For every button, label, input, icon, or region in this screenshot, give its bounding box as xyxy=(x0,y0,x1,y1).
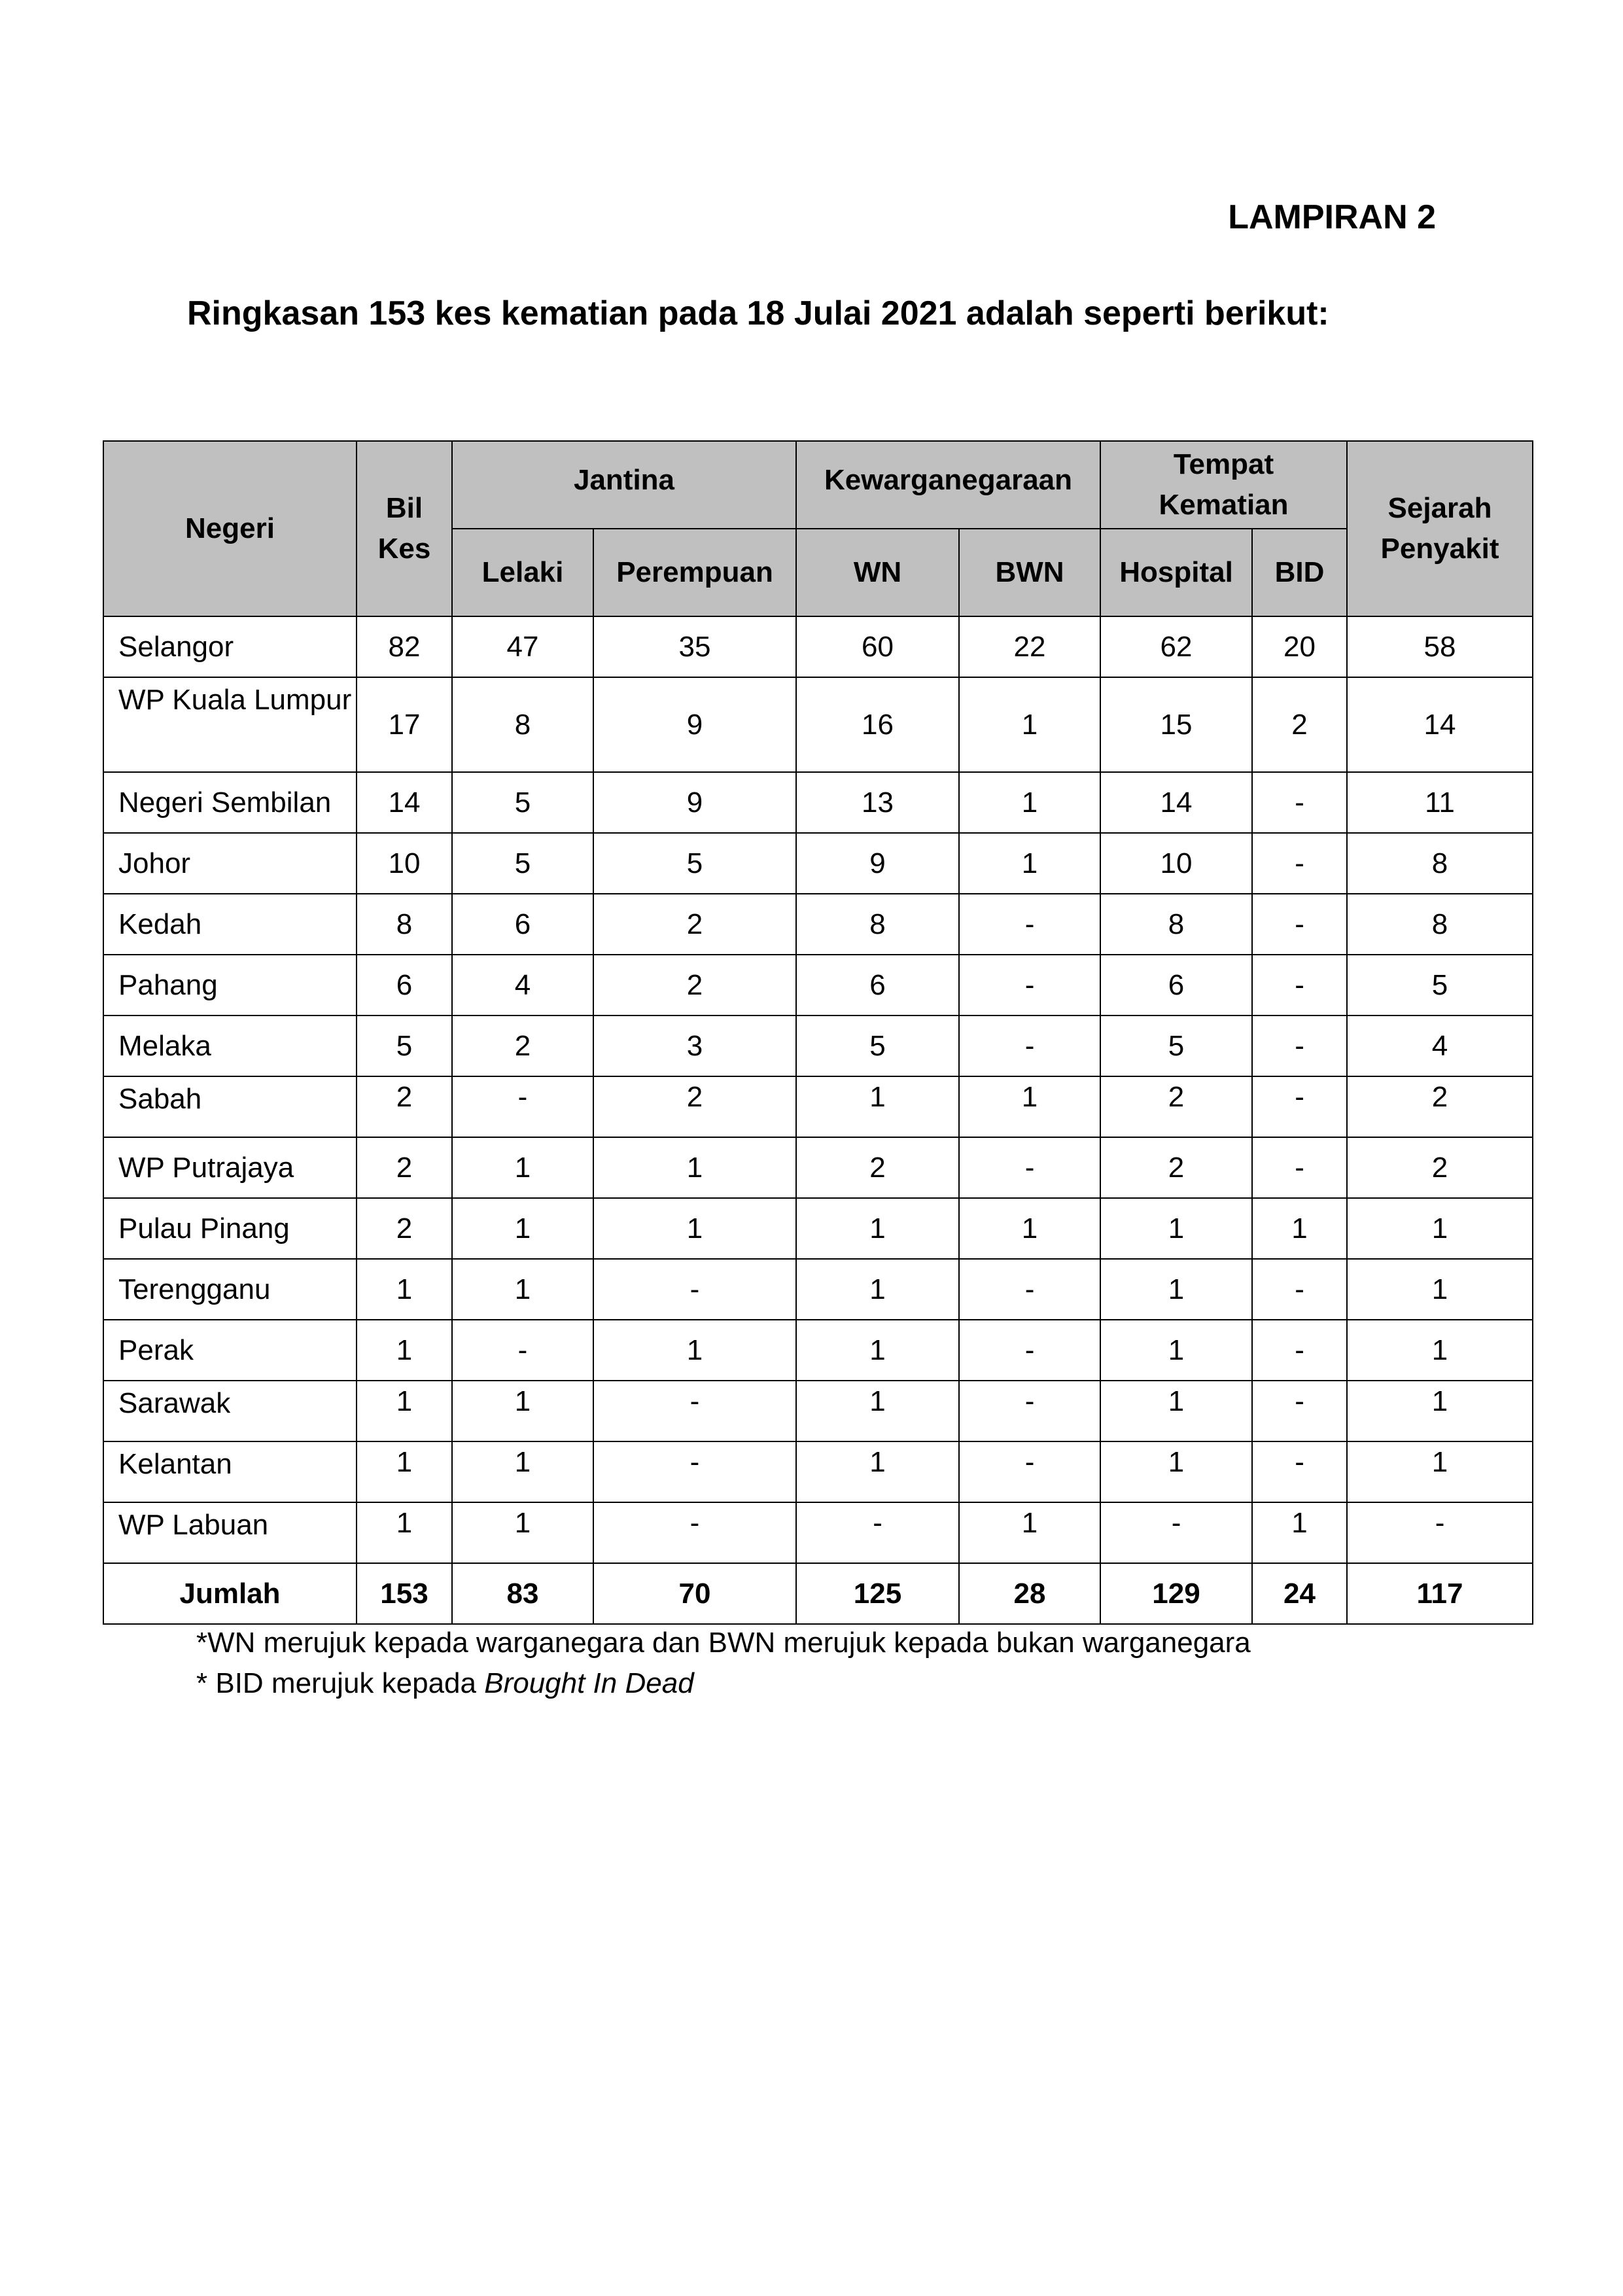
row-lelaki: 1 xyxy=(452,1381,593,1441)
row-wn: 1 xyxy=(796,1381,959,1441)
row-negeri: WP Putrajaya xyxy=(103,1137,357,1198)
row-lelaki: 1 xyxy=(452,1441,593,1502)
footnote-wn: *WN merujuk kepada warganegara dan BWN merujuk kepada bukan warganegara xyxy=(196,1627,1251,1659)
row-hospital: 1 xyxy=(1100,1320,1252,1381)
row-bwn: - xyxy=(959,894,1100,955)
row-bwn: 1 xyxy=(959,1502,1100,1563)
row-bil-kes: 17 xyxy=(357,677,452,772)
row-sejarah-penyakit: 8 xyxy=(1347,894,1533,955)
row-bid: - xyxy=(1252,955,1347,1016)
row-bwn: - xyxy=(959,1016,1100,1076)
row-sejarah-penyakit: 1 xyxy=(1347,1320,1533,1381)
row-bil-kes: 14 xyxy=(357,772,452,833)
row-negeri: Kedah xyxy=(103,894,357,955)
row-hospital: 1 xyxy=(1100,1198,1252,1259)
row-hospital: 5 xyxy=(1100,1016,1252,1076)
row-lelaki: 5 xyxy=(452,833,593,894)
row-sejarah-penyakit: - xyxy=(1347,1502,1533,1563)
annex-label: LAMPIRAN 2 xyxy=(1228,198,1436,236)
row-lelaki: 4 xyxy=(452,955,593,1016)
row-bwn: 1 xyxy=(959,677,1100,772)
table-row xyxy=(103,1198,1533,1259)
table-row xyxy=(103,1381,1533,1441)
row-bwn: 1 xyxy=(959,833,1100,894)
row-bid: - xyxy=(1252,1076,1347,1137)
header-lelaki: Lelaki xyxy=(452,529,593,616)
table-row xyxy=(103,1502,1533,1563)
total-label: Jumlah xyxy=(103,1563,357,1624)
row-bid: 20 xyxy=(1252,616,1347,677)
row-bil-kes: 1 xyxy=(357,1441,452,1502)
row-bwn: 1 xyxy=(959,1198,1100,1259)
header-wn: WN xyxy=(796,529,959,616)
table-row xyxy=(103,1076,1533,1137)
footnotes xyxy=(196,1623,1251,1704)
row-perempuan: - xyxy=(593,1502,796,1563)
row-negeri: Terengganu xyxy=(103,1259,357,1320)
header-tempat-kematian: Tempat Kematian xyxy=(1100,441,1347,529)
table-row xyxy=(103,1016,1533,1076)
row-lelaki: - xyxy=(452,1076,593,1137)
row-wn: - xyxy=(796,1502,959,1563)
row-bil-kes: 2 xyxy=(357,1198,452,1259)
row-bil-kes: 82 xyxy=(357,616,452,677)
row-wn: 60 xyxy=(796,616,959,677)
row-lelaki: 2 xyxy=(452,1016,593,1076)
row-perempuan: - xyxy=(593,1441,796,1502)
row-sejarah-penyakit: 8 xyxy=(1347,833,1533,894)
header-bid: BID xyxy=(1252,529,1347,616)
row-lelaki: - xyxy=(452,1320,593,1381)
table-row xyxy=(103,1441,1533,1502)
row-bid: 1 xyxy=(1252,1198,1347,1259)
row-bid: 1 xyxy=(1252,1502,1347,1563)
table-row xyxy=(103,772,1533,833)
table-row xyxy=(103,1137,1533,1198)
row-wn: 16 xyxy=(796,677,959,772)
total-sejarah-penyakit: 117 xyxy=(1347,1563,1533,1624)
table-row xyxy=(103,1259,1533,1320)
row-bil-kes: 10 xyxy=(357,833,452,894)
row-wn: 13 xyxy=(796,772,959,833)
total-bil-kes: 153 xyxy=(357,1563,452,1624)
row-bil-kes: 5 xyxy=(357,1016,452,1076)
table-body xyxy=(103,616,1533,1624)
row-perempuan: 9 xyxy=(593,772,796,833)
row-hospital: 1 xyxy=(1100,1381,1252,1441)
row-negeri: Pahang xyxy=(103,955,357,1016)
table-row xyxy=(103,894,1533,955)
header-perempuan: Perempuan xyxy=(593,529,796,616)
total-bwn: 28 xyxy=(959,1563,1100,1624)
table-header xyxy=(103,441,1533,616)
row-wn: 1 xyxy=(796,1320,959,1381)
row-perempuan: - xyxy=(593,1259,796,1320)
row-bwn: - xyxy=(959,1381,1100,1441)
row-bil-kes: 1 xyxy=(357,1502,452,1563)
row-wn: 1 xyxy=(796,1441,959,1502)
row-bwn: - xyxy=(959,1441,1100,1502)
row-lelaki: 6 xyxy=(452,894,593,955)
row-wn: 6 xyxy=(796,955,959,1016)
header-kewarganegaraan: Kewarganegaraan xyxy=(796,441,1100,529)
death-cases-table xyxy=(103,440,1533,1625)
row-hospital: 6 xyxy=(1100,955,1252,1016)
row-hospital: 15 xyxy=(1100,677,1252,772)
header-negeri: Negeri xyxy=(103,441,357,616)
row-wn: 5 xyxy=(796,1016,959,1076)
row-negeri: Kelantan xyxy=(103,1441,357,1502)
intro-paragraph: Ringkasan 153 kes kematian pada 18 Julai 2021 adalah seperti berikut: xyxy=(187,294,1329,332)
header-bil-kes: Bil Kes xyxy=(357,441,452,616)
row-hospital: 1 xyxy=(1100,1441,1252,1502)
row-bil-kes: 8 xyxy=(357,894,452,955)
header-jantina: Jantina xyxy=(452,441,796,529)
row-bid: - xyxy=(1252,1381,1347,1441)
row-sejarah-penyakit: 2 xyxy=(1347,1076,1533,1137)
row-sejarah-penyakit: 2 xyxy=(1347,1137,1533,1198)
row-bid: - xyxy=(1252,772,1347,833)
row-wn: 1 xyxy=(796,1076,959,1137)
row-bid: - xyxy=(1252,1441,1347,1502)
row-perempuan: 9 xyxy=(593,677,796,772)
row-negeri: Selangor xyxy=(103,616,357,677)
total-hospital: 129 xyxy=(1100,1563,1252,1624)
row-sejarah-penyakit: 1 xyxy=(1347,1381,1533,1441)
row-bid: - xyxy=(1252,1016,1347,1076)
row-sejarah-penyakit: 11 xyxy=(1347,772,1533,833)
row-wn: 1 xyxy=(796,1259,959,1320)
row-bil-kes: 1 xyxy=(357,1320,452,1381)
row-hospital: 8 xyxy=(1100,894,1252,955)
row-perempuan: 35 xyxy=(593,616,796,677)
table-row xyxy=(103,833,1533,894)
row-wn: 9 xyxy=(796,833,959,894)
row-bid: - xyxy=(1252,833,1347,894)
row-perempuan: 2 xyxy=(593,894,796,955)
row-negeri: Sabah xyxy=(103,1076,357,1137)
row-hospital: - xyxy=(1100,1502,1252,1563)
row-bid: - xyxy=(1252,1320,1347,1381)
footnote-bid-prefix: * BID merujuk kepada xyxy=(196,1667,485,1699)
row-lelaki: 5 xyxy=(452,772,593,833)
total-bid: 24 xyxy=(1252,1563,1347,1624)
row-perempuan: 2 xyxy=(593,1076,796,1137)
row-perempuan: 5 xyxy=(593,833,796,894)
header-hospital: Hospital xyxy=(1100,529,1252,616)
footnote-bid-term: Brought In Dead xyxy=(484,1667,694,1699)
row-negeri: WP Labuan xyxy=(103,1502,357,1563)
row-hospital: 14 xyxy=(1100,772,1252,833)
row-negeri: Perak xyxy=(103,1320,357,1381)
table-row xyxy=(103,1320,1533,1381)
row-lelaki: 1 xyxy=(452,1198,593,1259)
row-wn: 1 xyxy=(796,1198,959,1259)
row-bwn: 1 xyxy=(959,1076,1100,1137)
row-negeri: WP Kuala Lumpur xyxy=(103,677,357,772)
row-bil-kes: 2 xyxy=(357,1076,452,1137)
footnote-bid xyxy=(196,1663,1251,1704)
row-negeri: Melaka xyxy=(103,1016,357,1076)
table-row xyxy=(103,677,1533,772)
row-hospital: 10 xyxy=(1100,833,1252,894)
row-sejarah-penyakit: 1 xyxy=(1347,1259,1533,1320)
row-perempuan: 2 xyxy=(593,955,796,1016)
row-negeri: Pulau Pinang xyxy=(103,1198,357,1259)
row-perempuan: 1 xyxy=(593,1198,796,1259)
row-bil-kes: 2 xyxy=(357,1137,452,1198)
row-perempuan: 1 xyxy=(593,1137,796,1198)
row-bil-kes: 6 xyxy=(357,955,452,1016)
row-hospital: 2 xyxy=(1100,1137,1252,1198)
row-bil-kes: 1 xyxy=(357,1259,452,1320)
row-wn: 2 xyxy=(796,1137,959,1198)
row-sejarah-penyakit: 5 xyxy=(1347,955,1533,1016)
row-lelaki: 1 xyxy=(452,1259,593,1320)
row-wn: 8 xyxy=(796,894,959,955)
row-bid: - xyxy=(1252,1137,1347,1198)
row-lelaki: 47 xyxy=(452,616,593,677)
row-lelaki: 1 xyxy=(452,1137,593,1198)
row-negeri: Negeri Sembilan xyxy=(103,772,357,833)
row-perempuan: 1 xyxy=(593,1320,796,1381)
row-negeri: Sarawak xyxy=(103,1381,357,1441)
row-bwn: - xyxy=(959,1259,1100,1320)
row-bwn: - xyxy=(959,1320,1100,1381)
row-negeri: Johor xyxy=(103,833,357,894)
row-bid: - xyxy=(1252,1259,1347,1320)
row-bwn: - xyxy=(959,1137,1100,1198)
row-perempuan: 3 xyxy=(593,1016,796,1076)
row-perempuan: - xyxy=(593,1381,796,1441)
row-bid: - xyxy=(1252,894,1347,955)
row-bwn: - xyxy=(959,955,1100,1016)
total-perempuan: 70 xyxy=(593,1563,796,1624)
header-bwn: BWN xyxy=(959,529,1100,616)
table-row xyxy=(103,616,1533,677)
row-sejarah-penyakit: 1 xyxy=(1347,1441,1533,1502)
table-row xyxy=(103,955,1533,1016)
row-sejarah-penyakit: 58 xyxy=(1347,616,1533,677)
total-wn: 125 xyxy=(796,1563,959,1624)
row-lelaki: 1 xyxy=(452,1502,593,1563)
row-sejarah-penyakit: 4 xyxy=(1347,1016,1533,1076)
row-hospital: 2 xyxy=(1100,1076,1252,1137)
row-bid: 2 xyxy=(1252,677,1347,772)
row-hospital: 62 xyxy=(1100,616,1252,677)
row-hospital: 1 xyxy=(1100,1259,1252,1320)
total-row xyxy=(103,1563,1533,1624)
row-sejarah-penyakit: 14 xyxy=(1347,677,1533,772)
header-sejarah-penyakit: Sejarah Penyakit xyxy=(1347,441,1533,616)
row-lelaki: 8 xyxy=(452,677,593,772)
row-bwn: 22 xyxy=(959,616,1100,677)
row-bwn: 1 xyxy=(959,772,1100,833)
row-bil-kes: 1 xyxy=(357,1381,452,1441)
total-lelaki: 83 xyxy=(452,1563,593,1624)
row-sejarah-penyakit: 1 xyxy=(1347,1198,1533,1259)
